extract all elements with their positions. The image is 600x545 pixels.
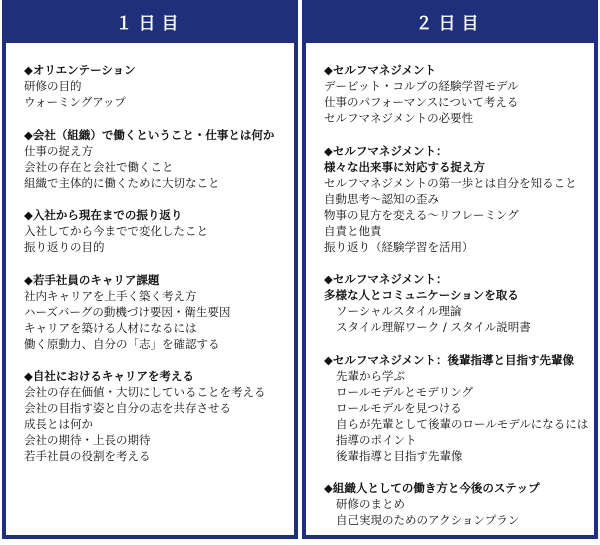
section-item: 若手社員の役割を考える: [24, 449, 151, 463]
section-item: 物事の見方を変える～リフレーミング: [324, 207, 519, 222]
agenda-section: [324, 352, 588, 464]
section-item: 会社の目指す姿と自分の志を共存させる: [24, 401, 231, 415]
section-item: デービット・コルブの経験学習モデル: [324, 79, 519, 93]
section-item: 自責と他責: [324, 223, 382, 238]
day1-column: [2, 0, 298, 539]
section-title: ◆自社におけるキャリアを考える: [24, 369, 194, 383]
agenda-section: [324, 480, 588, 528]
day1-sections: [24, 62, 288, 481]
day1-header: １日目: [115, 14, 185, 34]
section-item: 自らが先輩として後輩のロールモデルになるには: [336, 416, 589, 431]
section-item: 会社の存在価値・大切にしていることを考える: [24, 385, 266, 399]
section-title: ◆オリエンテーション: [24, 63, 136, 77]
section-item: 会社の期待・上長の期待: [24, 433, 151, 447]
section-item: 後輩指導と目指す先輩像: [336, 448, 463, 463]
section-title: 様々な出来事に対応する捉え方: [324, 159, 485, 174]
day2-header: ２日目: [415, 14, 485, 34]
section-item: 振り返りの目的: [24, 240, 105, 254]
day2-column: [302, 0, 598, 539]
section-item: ソーシャルスタイル理論: [336, 304, 462, 318]
section-item: セルフマネジメントの必要性: [324, 111, 474, 125]
section-item: 研修の目的: [24, 79, 82, 93]
section-item: 仕事のパフォーマンスについて考える: [324, 95, 519, 109]
agenda-section: [24, 368, 288, 464]
section-title: ◆セルフマネジメント: [324, 63, 436, 77]
section-item: 組織で主体的に働くために大切なこと: [24, 175, 220, 190]
section-title: ◆会社（組織）で働くということ・仕事とは何か: [24, 127, 275, 142]
section-item: ハーズバーグの動機づけ要因・衛生要因: [24, 304, 231, 319]
section-item: 研修のまとめ: [336, 497, 405, 511]
agenda-section: [24, 127, 288, 191]
section-item: 自己実現のためのアクションプラン: [336, 513, 520, 527]
section-item: 先輩から学ぶ: [336, 368, 405, 383]
agenda-section: [324, 271, 588, 335]
agenda-section: [24, 272, 288, 352]
section-item: 自動思考～認知の歪み: [324, 191, 439, 206]
section-title: ◆セルフマネジメント：: [324, 272, 448, 286]
day2-sections: [324, 62, 588, 545]
section-item: 社内キャリアを上手く築く考え方: [24, 288, 197, 303]
day1-body: [6, 43, 294, 535]
section-title: ◆若手社員のキャリア課題: [24, 272, 160, 287]
section-item: 指導のポイント: [336, 432, 417, 447]
section-item: キャリアを築ける人材になるには: [24, 320, 197, 335]
agenda-section: [24, 62, 288, 110]
day2-body: [306, 43, 594, 535]
section-item: ロールモデルとモデリング: [336, 384, 473, 399]
section-title: ◆入社から現在までの振り返り: [24, 208, 183, 222]
section-item: 入社してから今までで変化したこと: [24, 224, 208, 238]
section-title: 多様な人とコミュニケーションを取る: [324, 288, 519, 302]
agenda-section: [324, 143, 588, 255]
section-item: 会社の存在と会社で働くこと: [24, 159, 174, 174]
section-title: ◆セルフマネジメント：: [324, 143, 448, 158]
agenda-section: [324, 62, 588, 126]
section-item: セルフマネジメントの第一歩とは自分を知ること: [324, 175, 577, 190]
section-item: 仕事の捉え方: [24, 143, 93, 158]
section-item: 成長とは何か: [24, 417, 93, 431]
section-title: ◆組織人としての働き方と今後のステップ: [324, 481, 540, 495]
agenda-section: [24, 207, 288, 255]
section-item: 働く原動力、自分の「志」を確認する: [24, 336, 220, 351]
section-title: ◆セルフマネジメント：後輩指導と目指す先輩像: [324, 352, 574, 367]
section-item: ロールモデルを見つける: [336, 400, 462, 415]
section-item: スタイル理解ワーク / スタイル説明書: [336, 320, 531, 334]
section-item: ウォーミングアップ: [24, 95, 127, 109]
section-item: 振り返り（経験学習を活用）: [324, 239, 474, 254]
